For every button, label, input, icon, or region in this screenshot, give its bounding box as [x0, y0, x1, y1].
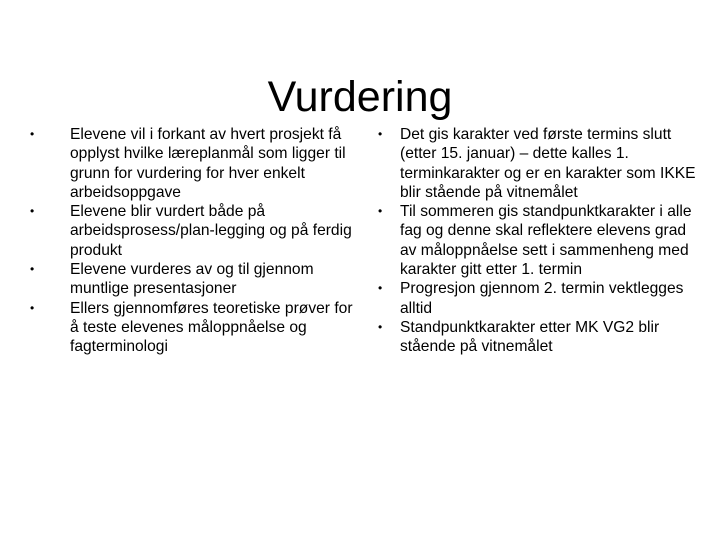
bullet-text: Progresjon gjennom 2. termin vektlegges alltid	[400, 280, 684, 317]
bullet-text: Til sommeren gis standpunktkarakter i alle fag og denne skal reflektere elevens grad av måloppnåelse sett i sammenheng med karakter gitt etter 1. termin	[400, 203, 692, 279]
list-item	[378, 318, 698, 357]
bullet-icon: •	[378, 281, 383, 296]
list-item	[30, 202, 360, 260]
list-item	[30, 260, 360, 299]
bullet-icon: •	[30, 300, 35, 315]
bullet-text: Det gis karakter ved første termins slutt (etter 15. januar) – dette kalles 1. terminkarakter og er en karakter som IKKE blir stående på vitnemålet	[400, 126, 696, 201]
bullet-icon: •	[378, 127, 383, 141]
list-item	[30, 125, 360, 202]
bullet-icon: •	[30, 127, 35, 141]
list-item	[30, 299, 360, 357]
list-item	[378, 202, 698, 279]
bullet-icon: •	[30, 204, 35, 219]
bullet-icon: •	[378, 319, 383, 334]
bullet-icon: •	[378, 204, 383, 219]
bullet-icon: •	[30, 262, 35, 277]
bullet-text: Elevene vurderes av og til gjennom muntlige presentasjoner	[70, 261, 314, 298]
bullet-text: Elevene vil i forkant av hvert prosjekt få opplyst hvilke læreplanmål som ligger til grunn for vurdering for hver enkelt arbeidsoppgave	[70, 126, 346, 201]
bullet-text: Standpunktkarakter etter MK VG2 blir stående på vitnemålet	[400, 318, 660, 356]
list-item	[378, 279, 698, 318]
right-bullet-list	[378, 125, 698, 357]
left-bullet-list	[30, 125, 360, 357]
list-item	[378, 125, 698, 202]
bullet-text: Elevene blir vurdert både på arbeidsprosess/plan-legging og på ferdig produkt	[70, 203, 352, 259]
slide-title: Vurdering	[267, 72, 453, 121]
bullet-text: Ellers gjennomføres teoretiske prøver for å teste elevenes måloppnåelse og fagterminologi	[70, 299, 353, 356]
